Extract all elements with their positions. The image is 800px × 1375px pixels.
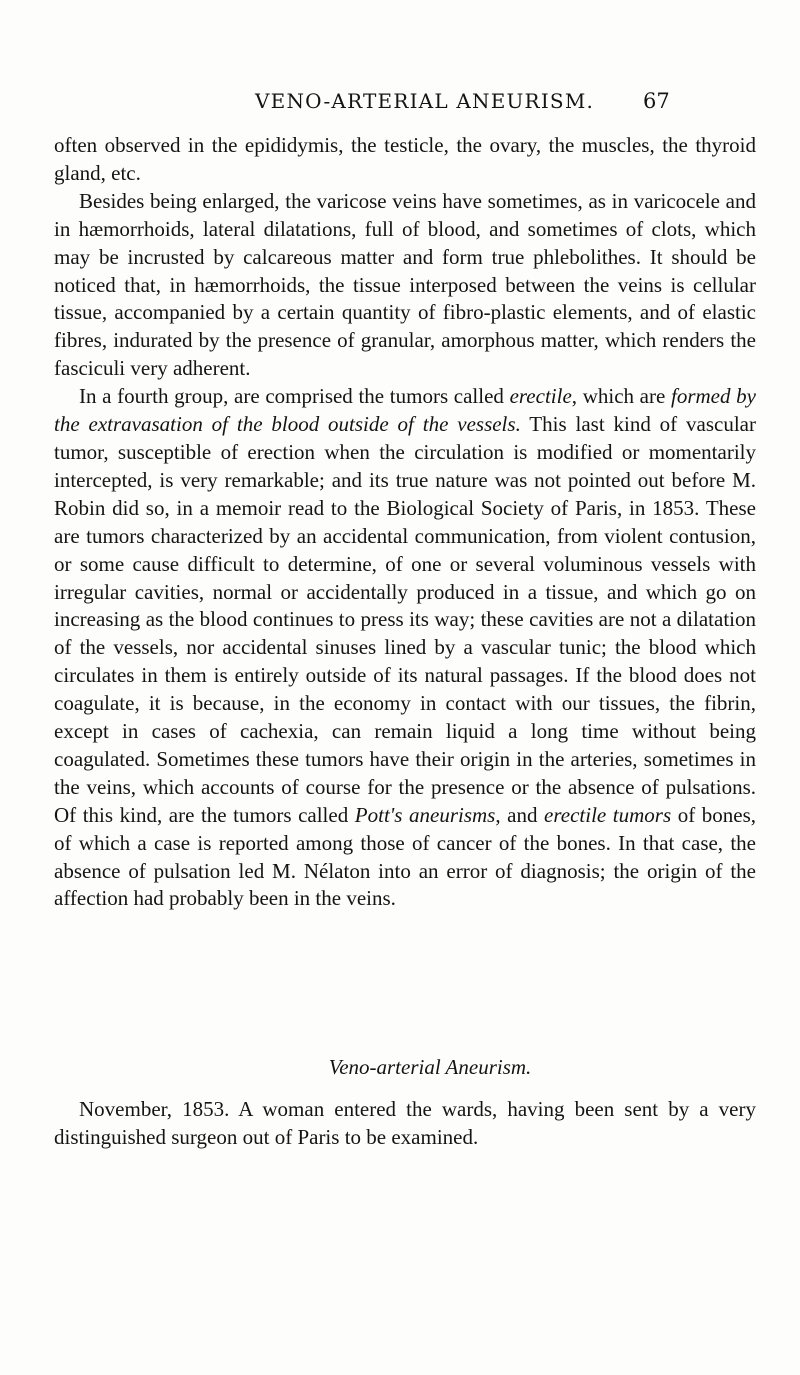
text-run: , and — [495, 802, 545, 827]
text-run: This last kind of vascular tumor, susceptible of erection when the circulation is modified or momentarily intercepted, is very remarkable; and its true nature was not pointed out before M. Robin did so, in a memoir read to the Biological Society of Paris, in 1853. These are tumors characterized by an accidental communication, from violent contusion, or some cause difficult to determine, of one or several voluminous vessels with irregular cavities, normal or accidentally produced in a tissue, and which go on increasing as the blood continues to press its way; these cavities are not a dilatation of the vessels, nor accidental sinuses lined by a vascular tunic; the blood which circulates in them is entirely outside of its natural passages. If the blood does not coagulate, it is because, in the economy in contact with our tissues, the fibrin, except in cases of cachexia, can remain liquid a long time without being coagulated. Sometimes these tumors have their origin in the arteries, sometimes in the veins, which accounts of course for the presence or the absence of pulsations. Of this kind, are the tumors called — [54, 412, 756, 827]
paragraph — [54, 383, 756, 913]
paragraph — [54, 188, 756, 383]
text-run: , which are — [571, 384, 671, 409]
paragraph: November, 1853. A woman entered the wards, having been sent by a very distinguished surgeon out of Paris to be examined. — [54, 1097, 756, 1149]
closing-text — [54, 1096, 756, 1152]
paragraph — [54, 132, 756, 188]
running-head: VENO-ARTERIAL ANEURISM. — [255, 89, 595, 113]
text-run: often observed in the epididymis, the testicle, the ovary, the muscles, the thyroid gland, etc. — [54, 133, 756, 185]
section-heading: Veno-arterial Aneurism. — [328, 1055, 532, 1079]
text-run: In a fourth group, are comprised the tumors called — [79, 384, 510, 409]
italic-text: formed by the extravasation of the blood outside of the vessels. — [54, 384, 756, 437]
text-run: Besides being enlarged, the varicose veins have sometimes, as in varicocele and in hæmorrhoids, lateral dilatations, full of blood, and sometimes of clots, which may be incrusted by calcareous matter and form true phlebolithes. It should be noticed that, in hæmorrhoids, the tissue interposed between the veins is cellular tissue, accompanied by a certain quantity of fibro-plastic elements, and of elastic fibres, indurated by the presence of granular, amorphous matter, which renders the fasciculi very adherent. — [54, 188, 756, 381]
italic-text: erectile — [509, 384, 572, 409]
italic-text: erectile tumors — [544, 802, 672, 827]
page-number: 67 — [643, 89, 670, 113]
body-text — [54, 132, 756, 913]
text-run: of bones, of which a case is reported among those of cancer of the bones. In that case, the absence of pulsation led M. Nélaton into an error of diagnosis; the origin of the affection had probably been in the veins. — [54, 802, 756, 911]
page-header — [0, 89, 800, 119]
italic-text: Pott's aneurisms — [354, 802, 496, 827]
